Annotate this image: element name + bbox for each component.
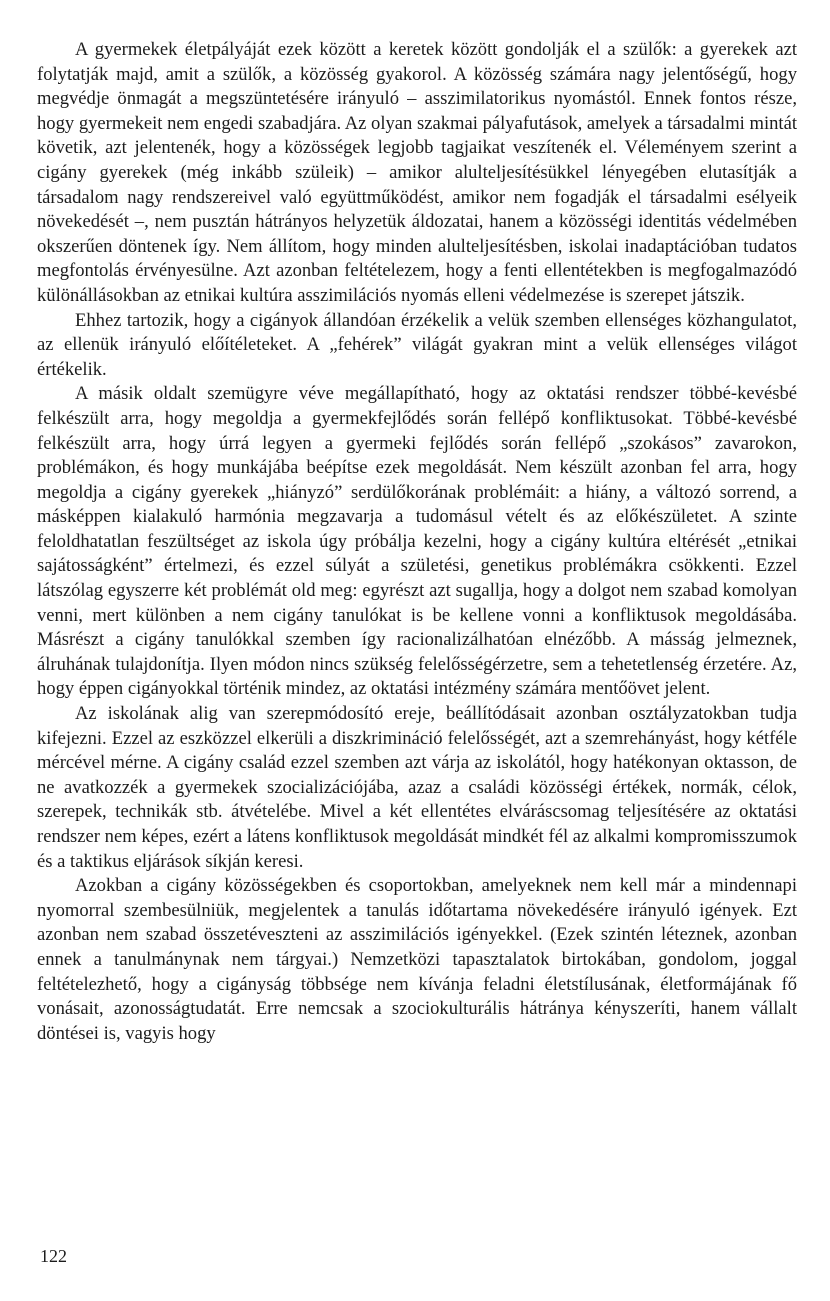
paragraph-3: A másik oldalt szemügyre véve megállapítható, hogy az oktatási rendszer többé-kevésbé felkészült arra, hogy megoldja a gyermekfejlődés során fellépő konfliktusokat. Többé-kevésbé felkészült arra, hogy úrrá legyen a gyermeki fejlődés során fellépő „szokásos” zavarokon, problémákon, és hogy munkájába beépítse ezek megoldását. Nem készült azonban fel arra, hogy megoldja a cigány gyerekek „hiányzó” serdülőkorának problémáit: a hiány, a változó sorrend, a másképpen kialakuló harmónia megzavarja a tudomásul vételt és az előkészületet. A szinte feloldhatatlan feszültséget az iskola úgy próbálja kezelni, hogy a cigány kultúra eltérését „etnikai sajátosságként” értelmezi, és ezzel súlyát a születési, genetikus problémákra csökkenti. Ezzel látszólag egyszerre két problémát old meg: egyrészt azt sugallja, hogy a dolgot nem szabad komolyan venni, mert különben a nem cigány tanulókat is be kellene vonni a konfliktusok megoldásába. Másrészt a cigány tanulókkal szemben így racionalizálhatóan elnézőbb. A másság jelmeznek, álruhának tulajdonítja. Ilyen módon nincs szükség felelősségérzetre, sem a tehetetlenség érzetére. Az, hogy éppen cigányokkal történik mindez, az oktatási intézmény számára mentőövet jelent. (37, 383, 797, 700)
page-body (37, 38, 797, 1046)
paragraph-4: Az iskolának alig van szerepmódosító ereje, beállítódásait azonban osztályzatokban tudja kifejezni. Ezzel az eszközzel elkerüli a diszkrimináció felelősségét, azt a szemrehányást, hogy kétféle mércével mérne. A cigány család ezzel szemben azt várja az iskolától, hogy hatékonyan oktasson, de ne avatkozzék a gyermekek szocializációjába, azaz a családi közösségi értékek, normák, célok, szerepek, technikák stb. átvételébe. Mivel a két ellentétes elváráscsomag teljesítésére az oktatási rendszer nem képes, ezért a látens konfliktusok megoldását mindkét fél az alkalmi kompromisszumok és a taktikus eljárások síkján keresi. (37, 703, 797, 872)
paragraph-5: Azokban a cigány közösségekben és csoportokban, amelyeknek nem kell már a mindennapi nyomorral szembesülniük, megjelentek a tanulás időtartama növekedésére irányuló igények. Ezt azonban nem szabad összetéveszteni az asszimilációs igényekkel. (Ezek szintén léteznek, azonban ennek a tanulmánynak nem tárgyai.) Nemzetközi tapasztalatok birtokában, gondolom, joggal feltételezhető, hogy a cigányság többsége nem kívánja feladni életstílusának, életformájának fő vonásait, azonosságtudatát. Erre nemcsak a szociokulturális hátránya kényszeríti, hanem vállalt döntései is, vagyis hogy (37, 875, 797, 1044)
paragraph-1: A gyermekek életpályáját ezek között a keretek között gondolják el a szülők: a gyerekek azt folytatják majd, amit a szülők, a közösség gyakorol. A közösség számára nagy jelentőségű, hogy megvédje önmagát a megszüntetésére irányuló – asszimilatorikus nyomástól. Ennek fontos része, hogy gyermekeit nem engedi szabadjára. Az olyan szakmai pályafutások, amelyek a társadalmi mintát követik, azt jelentenék, hogy a közösségek legjobb tagjaikat veszítenék el. Véleményem szerint a cigány gyerekek (még inkább szüleik) – amikor alulteljesítésükkel lényegében elutasítják a társadalom nagy rendszereivel való együttműködést, amikor nem fogadják el társadalmi esélyeik növekedését –, nem pusztán hátrányos helyzetük áldozatai, hanem a közösségi identitás védelmében okszerűen döntenek így. Nem állítom, hogy minden alulteljesítésben, iskolai inadaptációban tudatos megfontolás érvényesülne. Azt azonban feltételezem, hogy a fenti ellentétekben is megfogalmazódó különállásokban az etnikai kultúra asszimilációs nyomás elleni védelmezése is szerepet játszik. (37, 39, 798, 306)
paragraph-2: Ehhez tartozik, hogy a cigányok állandóan érzékelik a velük szemben ellenséges közhangulatot, az ellenük irányuló előítéleteket. A „fehérek” világát gyakran mint a velük ellenséges világot értékelik. (37, 309, 797, 380)
page-number: 122 (40, 1246, 67, 1266)
